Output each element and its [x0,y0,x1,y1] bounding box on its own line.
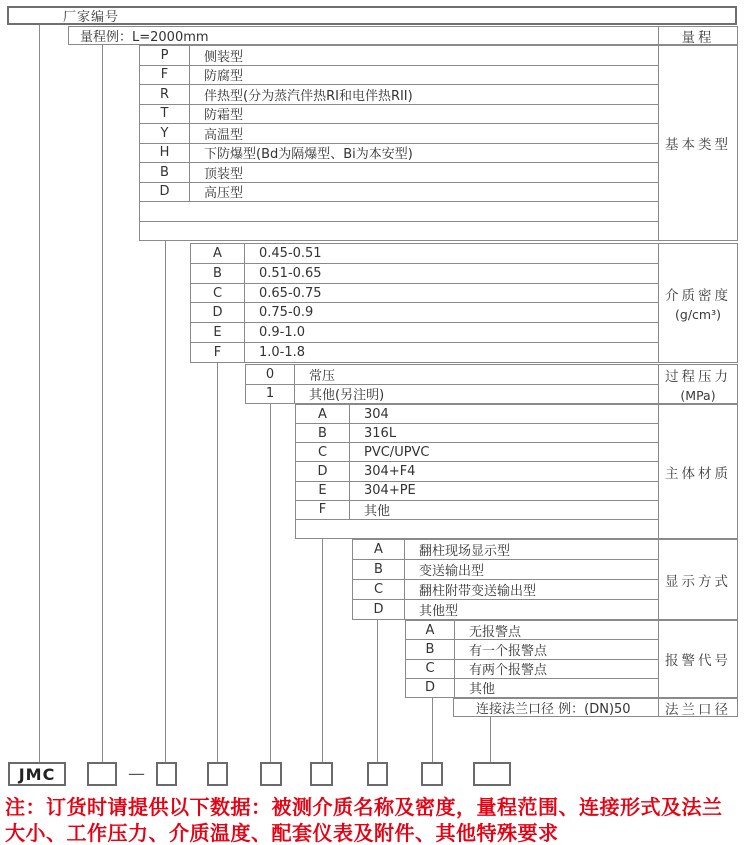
section-label-pressure [658,364,738,404]
order-note-line-2: 大小、工作压力、介质温度、配套仪表及附件、其他特殊要求 [5,821,559,845]
section-label-text: 基本类型 [665,137,731,153]
model-code-box-2 [156,762,177,786]
section-pressure-table [245,364,659,404]
section-label-alarm [658,620,738,698]
code-cell: A [406,621,455,639]
table-row [353,540,658,559]
code-cell: A [191,244,245,263]
desc-cell: 有两个报警点 [469,663,548,679]
section-label-density [658,243,738,363]
code-cell: F [296,501,350,519]
code-cell: P [140,46,190,65]
code-cell: A [296,405,350,423]
connector-line [39,25,40,762]
section-label-text: 显示方式 [665,573,731,590]
desc-cell: 其他 [469,682,496,698]
desc-cell: 变送输出型 [419,564,485,579]
code-cell: H [140,144,190,163]
table-row [191,302,658,322]
table-row [140,182,658,202]
table-row [140,162,658,182]
table-row [191,322,658,342]
desc-cell: PVC/UPVC [364,444,430,460]
section-alarm-table [405,620,659,698]
code-cell: E [191,323,245,342]
table-row [406,678,658,697]
empty-row [140,201,658,221]
desc-cell: 翻柱现场显示型 [419,544,511,559]
model-code-box-7 [421,762,443,786]
code-cell: D [406,679,455,697]
connector-line [102,45,103,762]
code-cell: T [140,105,190,124]
code-cell: R [140,85,190,104]
code-cell: Y [140,124,190,143]
desc-cell: 翻柱附带变送输出型 [419,584,537,599]
table-row [140,46,658,65]
table-row [296,481,658,500]
code-cell: 1 [246,385,295,404]
connector-line [165,241,166,762]
desc-cell: 顶装型 [204,166,244,182]
section-label-flange [658,698,738,717]
flange-size-row [453,698,659,717]
table-row [353,579,658,599]
table-row [191,342,658,362]
table-row [191,244,658,263]
desc-cell: 伴热型(分为蒸汽伴热RI和电伴热RII) [204,88,413,104]
desc-cell: 0.65-0.75 [259,285,322,301]
code-cell: D [191,303,245,322]
section-density-table [190,243,659,363]
code-cell: C [353,580,405,599]
model-code-box-1 [87,762,117,786]
table-row [191,263,658,283]
code-cell: D [296,462,350,480]
desc-cell: 304 [364,406,389,422]
section-label-text: 介质密度 [665,288,731,304]
order-note [5,794,723,845]
section-label-unit: (MPa) [680,388,716,403]
desc-cell: 304+F4 [364,463,416,479]
section-label-text: 主体材质 [665,465,731,482]
desc-cell: 0.51-0.65 [259,265,322,281]
desc-cell: 无报警点 [469,624,522,640]
section-material-table [295,404,659,539]
desc-cell: 有一个报警点 [469,643,548,659]
empty-row [296,519,658,538]
desc-cell: 高压型 [204,186,244,202]
code-cell: F [191,343,245,362]
table-row [296,461,658,480]
factory-code-box [7,6,737,25]
desc-cell: 304+PE [364,483,416,499]
code-cell: B [191,264,245,283]
table-row [406,621,658,639]
desc-cell: 0.45-0.51 [259,245,322,261]
code-cell: C [406,660,455,678]
table-row [140,143,658,163]
factory-code-label: 厂家编号 [63,10,120,25]
desc-cell: 常压 [309,368,336,384]
desc-cell: 下防爆型(Bd为隔爆型、Bi为本安型) [204,147,413,163]
range-example-row [68,26,659,45]
section-label-material [658,404,738,539]
section-label-unit: (g/cm³) [675,307,721,322]
section-label-text: 过程压力 [665,369,731,385]
desc-cell: 0.9-1.0 [259,325,306,341]
section-label-text: 量程 [681,29,715,46]
table-row [353,599,658,619]
code-cell: C [191,284,245,303]
table-row [140,65,658,85]
code-cell: B [296,424,350,442]
table-row [296,423,658,442]
connector-line [322,539,323,762]
model-code-box-5 [310,762,333,786]
desc-cell: 其他(另注明) [309,388,385,404]
desc-cell: 0.75-0.9 [259,305,314,321]
code-cell: E [296,482,350,500]
empty-row [140,221,658,241]
section-label-display [658,539,738,620]
connector-line [270,404,271,762]
code-cell: C [296,443,350,461]
table-row [296,442,658,461]
table-row [353,559,658,579]
table-row [140,84,658,104]
range-example-text: 量程例：L=2000mm [80,30,209,45]
table-row [296,405,658,423]
model-prefix-box [8,762,66,786]
table-row [406,639,658,658]
connector-line [377,620,378,762]
desc-cell: 316L [364,425,397,441]
model-code-box-8 [473,762,511,786]
section-basic-table [139,45,659,241]
table-row [140,123,658,143]
connector-line [432,698,433,762]
model-prefix-text: JMC [18,764,56,784]
table-row [246,384,658,404]
desc-cell: 其他型 [419,604,459,619]
section-label-range [658,26,738,45]
table-row [246,365,658,384]
section-label-basic [658,45,738,241]
code-cell: 0 [246,365,295,384]
table-row [406,659,658,678]
section-display-table [352,539,659,620]
connector-line [217,363,218,762]
code-cell: D [140,183,190,202]
table-row [140,104,658,124]
code-cell: B [140,163,190,182]
desc-cell: 其他 [364,504,391,520]
flange-size-text: 连接法兰口径 例：(DN)50 [476,702,631,717]
model-code-box-6 [367,762,388,786]
connector-line [490,717,491,762]
code-cell: A [353,540,405,559]
model-code-box-4 [260,762,282,786]
section-label-text: 法兰口径 [665,701,731,718]
table-row [296,500,658,519]
order-note-line-1: 注：订货时请提供以下数据：被测介质名称及密度，量程范围、连接形式及法兰 [5,795,723,819]
model-dash: — [128,764,145,784]
desc-cell: 高温型 [204,127,244,143]
desc-cell: 侧装型 [204,49,244,65]
model-code-box-3 [207,762,228,786]
code-cell: B [406,640,455,658]
code-cell: D [353,600,405,619]
table-row [191,283,658,303]
code-cell: F [140,66,190,85]
code-cell: B [353,560,405,579]
desc-cell: 防霜型 [204,108,244,124]
section-label-text: 报警代号 [665,653,731,669]
desc-cell: 防腐型 [204,69,244,85]
desc-cell: 1.0-1.8 [259,345,306,361]
